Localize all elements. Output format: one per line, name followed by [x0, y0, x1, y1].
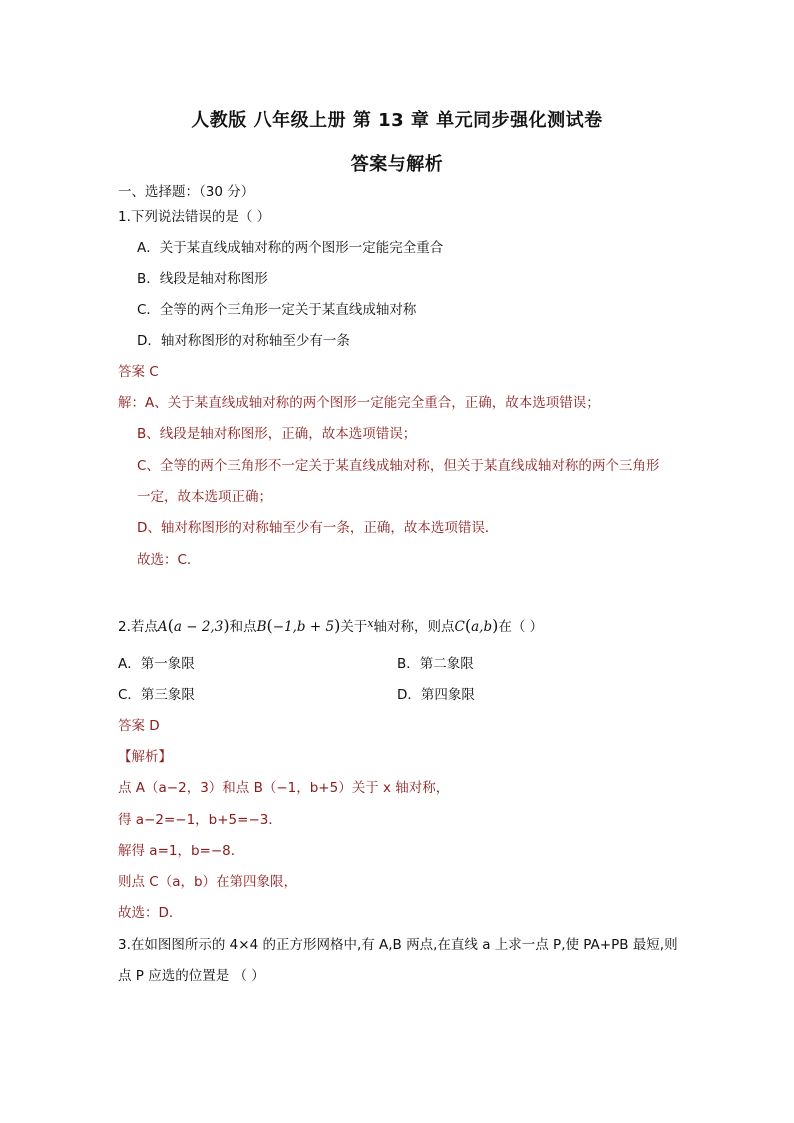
q2-point-a-name: A — [157, 619, 168, 635]
q2-stem-suffix: 在（ ） — [498, 619, 544, 635]
q1-option-c: C．全等的两个三角形一定关于某直线成轴对称 — [137, 302, 417, 318]
q1-solution-line: 解：A、关于某直线成轴对称的两个图形一定能完全重合，正确，故本选项错误； — [118, 395, 600, 411]
q2-point-c-coords: a,b — [471, 619, 493, 635]
q2-option-c: C．第三象限 — [118, 687, 195, 703]
q1-solution-line: 一定，故本选项正确； — [137, 489, 272, 505]
q1-answer: 答案 C — [118, 364, 159, 380]
q3-stem-line: 点 P 应选的位置是 （ ） — [118, 968, 265, 984]
q2-stem: 2.若点A(a − 2,3)和点B(−1,b + 5)关于$^x$轴对称，则点C(a,b)在（ ） — [118, 616, 544, 635]
q3-stem-line: 3.在如图图所示的 4×4 的正方形网格中,有 A,B 两点,在直线 a 上求一点 P,使 PA+PB 最短,则 — [118, 937, 678, 953]
q2-stem-prefix: 2.若点 — [118, 619, 158, 635]
q1-option-d: D．轴对称图形的对称轴至少有一条 — [137, 333, 350, 349]
q1-solution-line: 故选：C． — [137, 552, 201, 568]
q1-solution-line: B、线段是轴对称图形，正确，故本选项错误； — [137, 426, 417, 442]
q2-solution-line: 点 A（a−2，3）和点 B（−1，b+5）关于 x 轴对称， — [118, 780, 450, 796]
q2-solution-line: 则点 C（a，b）在第四象限， — [118, 874, 298, 890]
q2-point-b-name: B — [256, 619, 267, 635]
q2-solution-line: 解得 a=1，b=−8． — [118, 843, 245, 859]
q1-option-b: B．线段是轴对称图形 — [137, 271, 268, 287]
document-title: 人教版 八年级上册 第 13 章 单元同步强化测试卷 — [191, 110, 603, 131]
q2-axis-var: x — [367, 617, 374, 630]
q2-answer: 答案 D — [118, 718, 160, 734]
q2-stem-mid2: 关于 — [340, 619, 368, 635]
q2-solution-line: 得 a−2=−1，b+5=−3． — [118, 812, 282, 828]
q2-stem-mid3: 轴对称，则点 — [373, 619, 455, 635]
q2-option-b: B．第二象限 — [397, 656, 474, 672]
q1-option-a: A．关于某直线成轴对称的两个图形一定能完全重合 — [137, 240, 444, 256]
q1-solution-line: C、全等的两个三角形不一定关于某直线成轴对称，但关于某直线成轴对称的两个三角形 — [137, 458, 660, 474]
q2-point-c-name: C — [454, 619, 465, 635]
q1-stem: 1.下列说法错误的是（ ） — [118, 209, 271, 225]
q2-option-a: A．第一象限 — [118, 656, 195, 672]
q2-stem-mid: 和点 — [229, 619, 257, 635]
q2-solution-line: 故选：D． — [118, 905, 183, 921]
section-heading: 一、选择题：（30 分） — [118, 184, 255, 200]
q2-option-d: D．第四象限 — [397, 687, 475, 703]
q2-point-a-coords: a − 2,3 — [173, 619, 224, 635]
q2-solution-heading: 【解析】 — [118, 749, 172, 765]
q1-solution-line: D、轴对称图形的对称轴至少有一条，正确，故本选项错误． — [137, 520, 499, 536]
q2-point-b-coords: −1,b + 5 — [272, 619, 335, 635]
document-subtitle: 答案与解析 — [350, 154, 444, 175]
